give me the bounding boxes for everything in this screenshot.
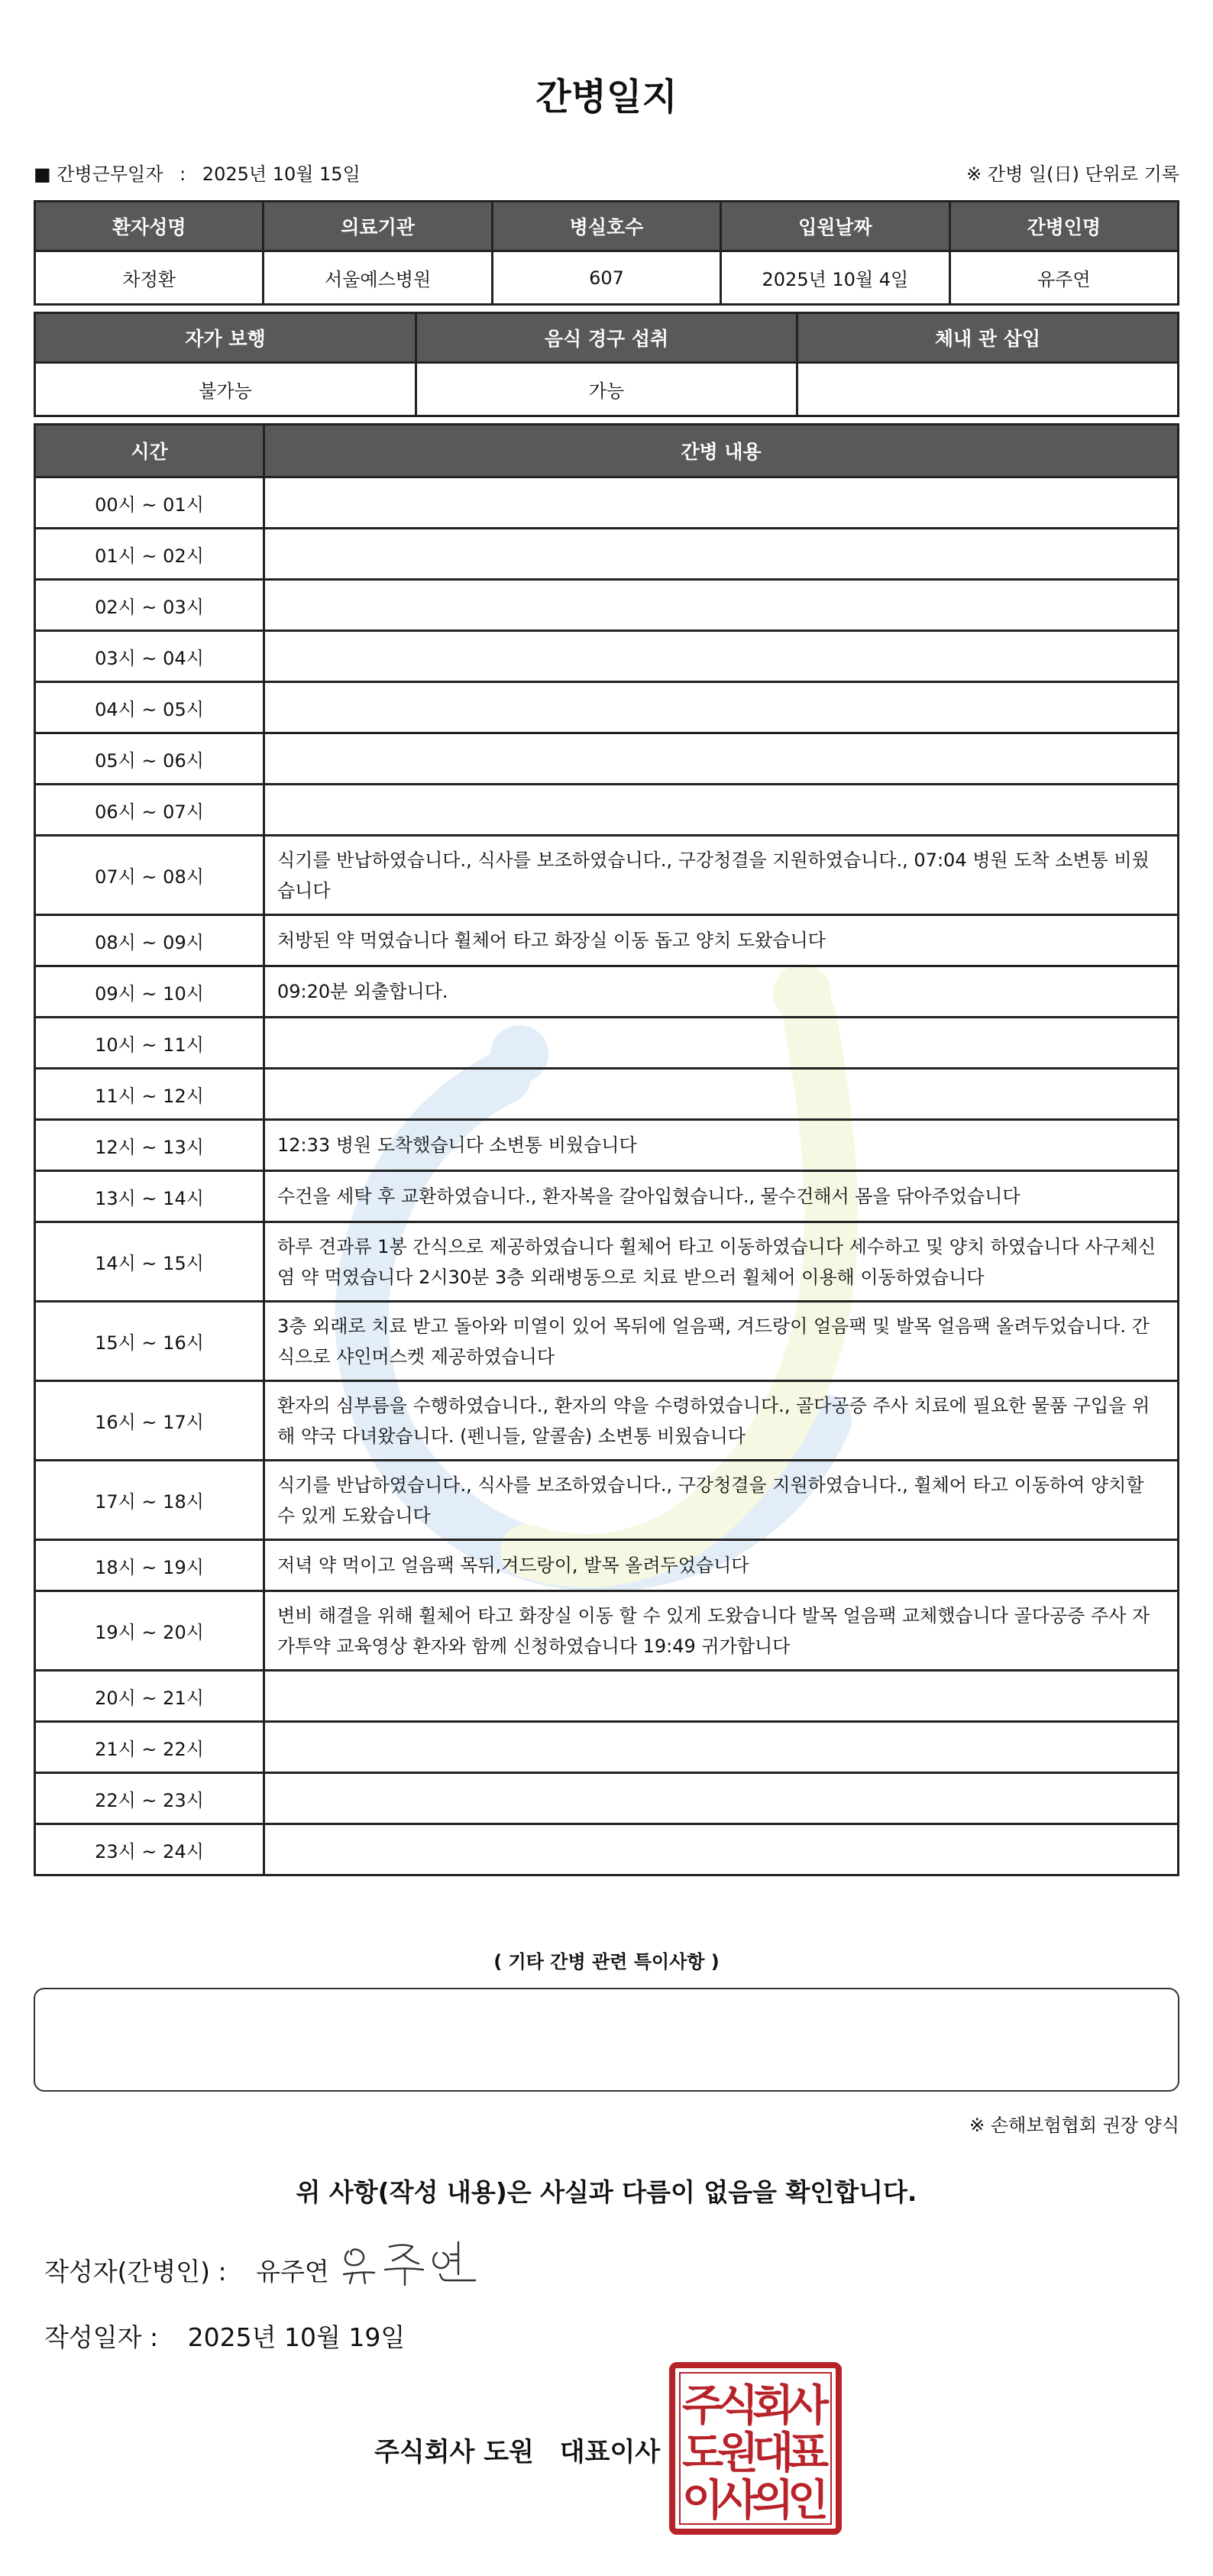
handwritten-signature: [339, 2235, 484, 2288]
status-value-row: [35, 363, 1179, 416]
svg-text:이: 이: [681, 2476, 724, 2526]
patient-status-table: [34, 312, 1179, 417]
room-number: 607: [492, 251, 720, 305]
patient-info-table: [34, 200, 1179, 306]
log-time-cell: 19시 ~ 20시: [35, 1591, 264, 1671]
care-date-line: [34, 159, 361, 186]
log-time-cell: 17시 ~ 18시: [35, 1461, 264, 1540]
header-walking: 자가 보행: [35, 313, 416, 363]
log-time-cell: 22시 ~ 23시: [35, 1773, 264, 1824]
log-content-cell: [264, 1671, 1179, 1722]
care-date-label: ■ 간병근무일자: [34, 163, 163, 185]
log-time-cell: 16시 ~ 17시: [35, 1381, 264, 1461]
admission-date: 2025년 10월 4일: [721, 251, 949, 305]
header-oral-intake: 음식 경구 섭취: [416, 313, 797, 363]
log-row: [35, 1540, 1179, 1591]
log-content-cell: [264, 1018, 1179, 1069]
tube-value: [797, 363, 1179, 416]
writer-label: 작성자(간병인) :: [44, 2257, 227, 2286]
log-content-cell: [264, 529, 1179, 580]
log-time-cell: 05시 ~ 06시: [35, 733, 264, 785]
log-content-cell: [264, 1069, 1179, 1120]
log-content-cell: 저녁 약 먹이고 얼음팩 목뒤,겨드랑이, 발목 올려두었습니다: [264, 1540, 1179, 1591]
log-content-cell: 하루 견과류 1봉 간식으로 제공하였습니다 휠체어 타고 이동하였습니다 세수하고 및 양치 하였습니다 사구체신염 약 먹였습니다 2시30분 3층 외래병동으로 치료 받으러 휠체어 이용해 이동하였습니다: [264, 1222, 1179, 1302]
company-seal-stamp: [669, 2362, 842, 2535]
caregiver-name: 유주연: [949, 251, 1178, 305]
log-time-cell: 20시 ~ 21시: [35, 1671, 264, 1722]
log-time-cell: 15시 ~ 16시: [35, 1302, 264, 1381]
log-row: [35, 1171, 1179, 1222]
log-row: [35, 1461, 1179, 1540]
log-time-cell: 13시 ~ 14시: [35, 1171, 264, 1222]
log-content-cell: 수건을 세탁 후 교환하였습니다., 환자복을 갈아입혔습니다., 물수건해서 몸을 닦아주었습니다: [264, 1171, 1179, 1222]
header-patient-name: 환자성명: [35, 202, 264, 251]
log-time-cell: 07시 ~ 08시: [35, 836, 264, 915]
log-content-cell: [264, 1773, 1179, 1824]
log-row: [35, 580, 1179, 631]
log-content-cell: 처방된 약 먹였습니다 휠체어 타고 화장실 이동 돕고 양치 도왔습니다: [264, 915, 1179, 966]
care-log-table: [34, 423, 1179, 1876]
unit-note: ※ 간병 일(日) 단위로 기록: [966, 163, 1179, 185]
log-time-cell: 09시 ~ 10시: [35, 966, 264, 1018]
log-row: [35, 1381, 1179, 1461]
log-content-cell: [264, 1722, 1179, 1773]
special-notes-title: ( 기타 간병 관련 특이사항 ): [493, 1951, 720, 1972]
company-title: 대표이사: [559, 2437, 661, 2468]
log-time-cell: 08시 ~ 09시: [35, 915, 264, 966]
log-time-cell: 06시 ~ 07시: [35, 785, 264, 836]
write-date-line: [44, 2318, 405, 2354]
log-row: [35, 915, 1179, 966]
log-content-cell: 3층 외래로 치료 받고 돌아와 미열이 있어 목뒤에 얼음팩, 겨드랑이 얼음팩 및 발목 얼음팩 올려두었습니다. 간식으로 샤인머스켓 제공하였습니다: [264, 1302, 1179, 1381]
care-date-separator: :: [180, 163, 186, 185]
header-room: 병실호수: [492, 202, 720, 251]
log-row: [35, 733, 1179, 785]
log-content-cell: 식기를 반납하였습니다., 식사를 보조하였습니다., 구강청결을 지원하였습니다., 휠체어 타고 이동하여 양치할 수 있게 도왔습니다: [264, 1461, 1179, 1540]
log-row: [35, 966, 1179, 1018]
log-row: [35, 631, 1179, 682]
svg-text:표: 표: [787, 2429, 830, 2478]
log-row: [35, 1069, 1179, 1120]
header-time: 시간: [35, 425, 264, 477]
confirmation-statement: 위 사항(작성 내용)은 사실과 다름이 없음을 확인합니다.: [296, 2177, 917, 2207]
log-row: [35, 836, 1179, 915]
svg-text:원: 원: [716, 2429, 759, 2478]
company-line: [374, 2431, 660, 2468]
log-row: [35, 1302, 1179, 1381]
log-row: [35, 682, 1179, 733]
svg-text:회: 회: [752, 2381, 794, 2431]
log-content-cell: [264, 733, 1179, 785]
log-content-cell: [264, 580, 1179, 631]
log-content-cell: 변비 해결을 위해 휠체어 타고 화장실 이동 할 수 있게 도왔습니다 발목 얼음팩 교체했습니다 골다공증 주사 자가투약 교육영상 환자와 함께 신청하였습니다 19:49 귀가합니다: [264, 1591, 1179, 1671]
svg-text:인: 인: [787, 2476, 830, 2526]
log-time-cell: 00시 ~ 01시: [35, 477, 264, 529]
header-tube: 체내 관 삽입: [797, 313, 1179, 363]
status-header-row: [35, 313, 1179, 363]
log-row: [35, 1018, 1179, 1069]
log-row: [35, 785, 1179, 836]
svg-text:의: 의: [752, 2476, 794, 2526]
log-row: [35, 477, 1179, 529]
write-date-label: 작성일자 :: [44, 2322, 159, 2352]
log-content-cell: [264, 477, 1179, 529]
log-content-cell: 09:20분 외출합니다.: [264, 966, 1179, 1018]
svg-text:식: 식: [716, 2381, 759, 2431]
svg-text:도: 도: [681, 2429, 724, 2478]
log-time-cell: 23시 ~ 24시: [35, 1824, 264, 1875]
write-date-value: 2025년 10월 19일: [187, 2322, 406, 2352]
log-row: [35, 1824, 1179, 1875]
log-time-cell: 10시 ~ 11시: [35, 1018, 264, 1069]
company-name: 주식회사 도원: [374, 2437, 534, 2468]
log-time-cell: 18시 ~ 19시: [35, 1540, 264, 1591]
log-row: [35, 529, 1179, 580]
log-time-cell: 11시 ~ 12시: [35, 1069, 264, 1120]
oral-intake-value: 가능: [416, 363, 797, 416]
log-content-cell: [264, 1824, 1179, 1875]
log-time-cell: 02시 ~ 03시: [35, 580, 264, 631]
header-care-content: 간병 내용: [264, 425, 1179, 477]
log-row: [35, 1722, 1179, 1773]
hospital-name: 서울예스병원: [264, 251, 492, 305]
log-row: [35, 1120, 1179, 1171]
log-row: [35, 1222, 1179, 1302]
patient-value-row: [35, 251, 1179, 305]
special-notes-content: [35, 1989, 1178, 2014]
association-note: ※ 손해보험협회 권장 양식: [969, 2115, 1179, 2136]
patient-name: 차정환: [35, 251, 264, 305]
log-row: [35, 1671, 1179, 1722]
patient-header-row: [35, 202, 1179, 251]
header-admission-date: 입원날짜: [721, 202, 949, 251]
log-time-cell: 04시 ~ 05시: [35, 682, 264, 733]
writer-name: 유주연: [256, 2257, 329, 2286]
svg-text:사: 사: [787, 2381, 830, 2431]
walking-value: 불가능: [35, 363, 416, 416]
special-notes-box: [34, 1988, 1179, 2092]
svg-text:대: 대: [752, 2429, 794, 2478]
svg-text:사: 사: [716, 2476, 759, 2526]
log-time-cell: 14시 ~ 15시: [35, 1222, 264, 1302]
log-time-cell: 21시 ~ 22시: [35, 1722, 264, 1773]
log-time-cell: 12시 ~ 13시: [35, 1120, 264, 1171]
care-date-value: 2025년 10월 15일: [202, 163, 361, 185]
document-title: 간병일지: [535, 76, 678, 118]
log-time-cell: 01시 ~ 02시: [35, 529, 264, 580]
log-content-cell: 식기를 반납하였습니다., 식사를 보조하였습니다., 구강청결을 지원하였습니다., 07:04 병원 도착 소변통 비웠습니다: [264, 836, 1179, 915]
log-content-cell: [264, 631, 1179, 682]
log-time-cell: 03시 ~ 04시: [35, 631, 264, 682]
svg-text:주: 주: [681, 2381, 724, 2431]
log-row: [35, 1773, 1179, 1824]
log-content-cell: [264, 785, 1179, 836]
header-hospital: 의료기관: [264, 202, 492, 251]
writer-line: [44, 2252, 329, 2288]
log-row: [35, 1591, 1179, 1671]
log-header-row: [35, 425, 1179, 477]
log-content-cell: 12:33 병원 도착했습니다 소변통 비웠습니다: [264, 1120, 1179, 1171]
log-content-cell: [264, 682, 1179, 733]
header-caregiver: 간병인명: [949, 202, 1178, 251]
log-content-cell: 환자의 심부름을 수행하였습니다., 환자의 약을 수령하였습니다., 골다공증 주사 치료에 필요한 물품 구입을 위해 약국 다녀왔습니다. (펜니들, 알콜솜) 소변통 비웠습니다: [264, 1381, 1179, 1461]
